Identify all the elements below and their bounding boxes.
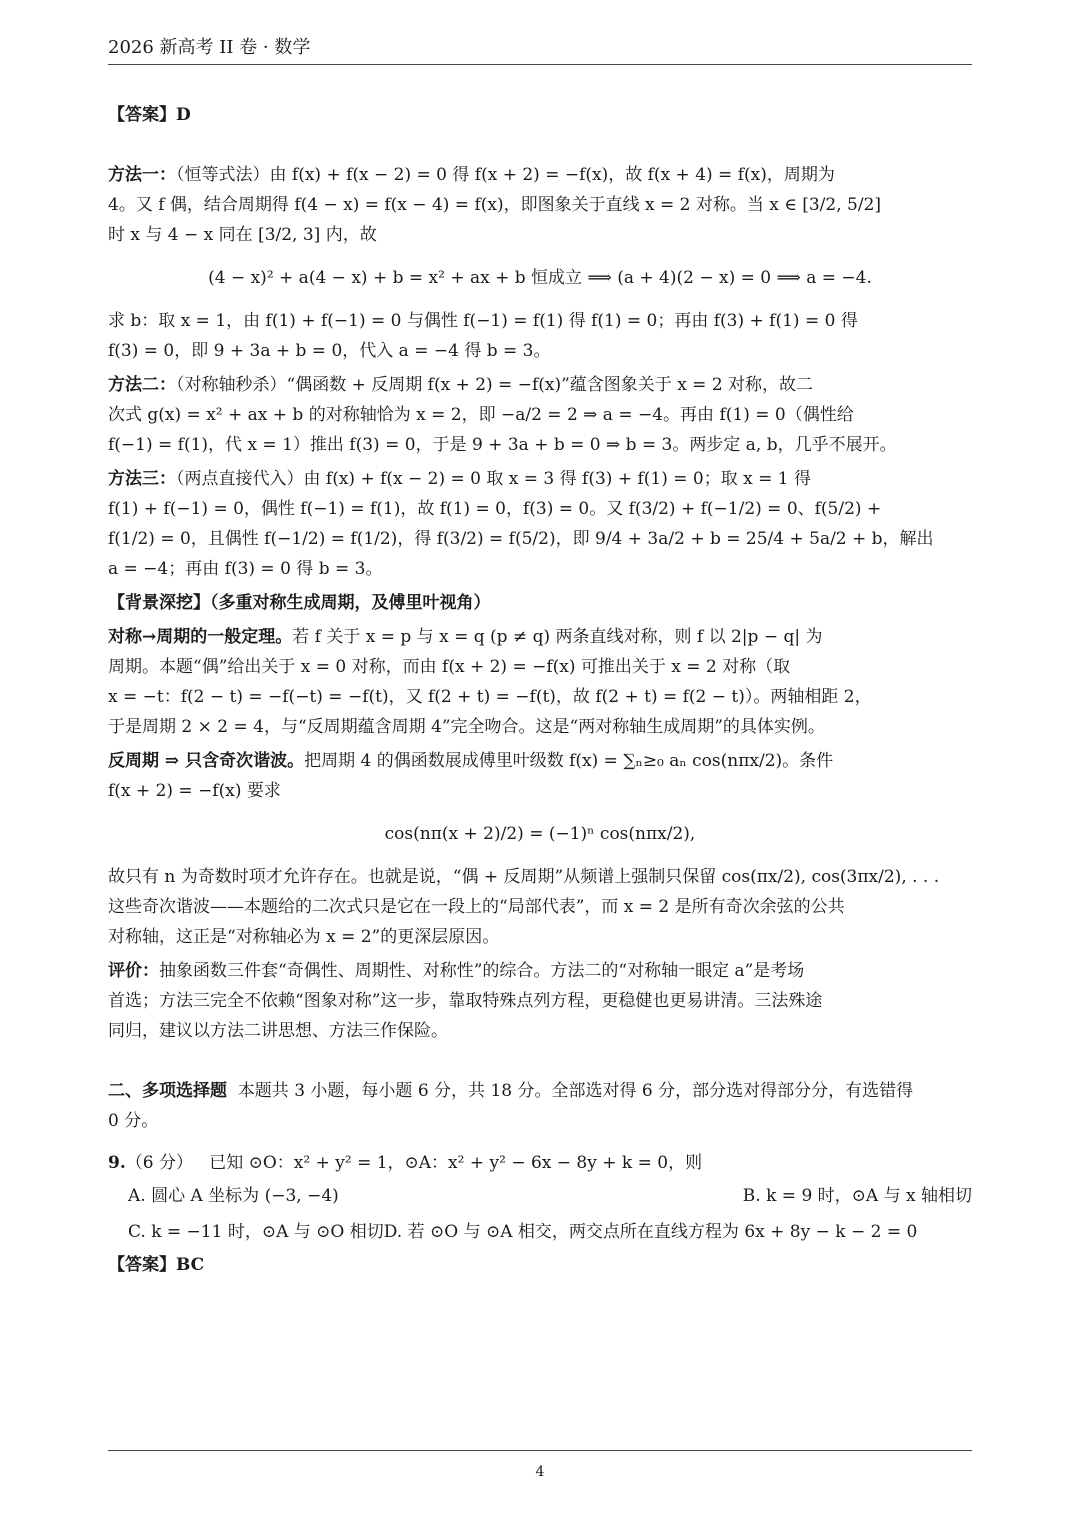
header-title: 2026 新高考 II 卷 · 数学 [108,37,311,58]
method-one-line-5: f(3) = 0，即 9 + 3a + b = 0，代入 a = −4 得 b = 3。 [108,341,551,361]
question-9-stem: 已知 ⊙O：x² + y² = 1，⊙A：x² + y² − 6x − 8y + k = 0，则 [209,1153,703,1173]
method-two-label: 方法二： [108,375,176,395]
method-three [108,464,972,584]
background-section [108,588,972,952]
harmonics-label: 反周期 ⇒ 只含奇次谐波。 [108,751,305,771]
section-two-desc-2: 0 分。 [108,1111,159,1131]
previous-answer: 【答案】D [108,105,191,125]
method-one-label: 方法一： [108,165,176,185]
question-9-points: （6 分） [125,1153,193,1173]
option-d: D. 若 ⊙O 与 ⊙A 相交，两交点所在直线方程为 6x + 8y − k − 2 = 0 [383,1222,918,1242]
option-a: A. 圆心 A 坐标为 (−3, −4) [128,1186,339,1206]
footer-rule [108,1450,972,1451]
question-9 [108,1148,972,1280]
method-three-line-1: （两点直接代入）由 f(x) + f(x − 2) = 0 取 x = 3 得 f(3) + f(1) = 0；取 x = 1 得 [176,469,811,489]
method-three-line-2: f(1) + f(−1) = 0，偶性 f(−1) = f(1)，故 f(1) = 0，f(3) = 0。又 f(3/2) + f(−1/2) = 0、f(5/2) + [108,499,882,519]
document-body [108,100,972,1280]
method-two-line-1: （对称轴秒杀）“偶函数 + 反周期 f(x + 2) = −f(x)”蕴含图象关于 x = 2 对称，故二 [176,375,814,395]
harmonics-line-2: f(x + 2) = −f(x) 要求 [108,781,281,801]
method-two [108,370,972,460]
section-two-header [108,1076,972,1136]
method-one-line-3: 时 x 与 4 − x 同在 [3/2, 3] 内，故 [108,225,377,245]
evaluation-line-1: 抽象函数三件套“奇偶性、周期性、对称性”的综合。方法二的“对称轴一眼定 a”是考场 [159,961,805,981]
page-number: 4 [535,1464,545,1480]
harmonics-line-5: 对称轴，这正是“对称轴必为 x = 2”的更深层原因。 [108,927,500,947]
section-two-label: 二、多项选择题 [108,1081,227,1101]
background-title: 【背景深挖】（多重对称生成周期，及傅里叶视角） [108,593,491,613]
page-header [108,36,972,65]
evaluation-line-2: 首选；方法三完全不依赖“图象对称”这一步，靠取特殊点列方程，更稳健也更易讲清。三法殊途 [108,991,823,1011]
section-two-desc-1: 本题共 3 小题，每小题 6 分，共 18 分。全部选对得 6 分，部分选对得部分分，有选错得 [237,1081,914,1101]
harmonics-line-1: 把周期 4 的偶函数展成傅里叶级数 f(x) = ∑ₙ≥₀ aₙ cos(nπx/2)。条件 [304,751,834,771]
method-one [108,160,972,366]
harmonics-line-3: 故只有 n 为奇数时项才允许存在。也就是说，“偶 + 反周期”从频谱上强制只保留 cos(πx/2), cos(3πx/2), . . . [108,867,940,887]
evaluation-line-3: 同归，建议以方法二讲思想、方法三作保险。 [108,1021,448,1041]
method-two-line-3: f(−1) = f(1)，代 x = 1）推出 f(3) = 0，于是 9 + 3a + b = 0 ⇒ b = 3。两步定 a, b，几乎不展开。 [108,435,897,455]
evaluation-label: 评价： [108,961,159,981]
method-one-line-4: 求 b：取 x = 1，由 f(1) + f(−1) = 0 与偶性 f(−1) = f(1) 得 f(1) = 0；再由 f(3) + f(1) = 0 得 [108,311,858,331]
method-three-label: 方法三： [108,469,176,489]
theorem-line-4: 于是周期 2 × 2 = 4，与“反周期蕴含周期 4”完全吻合。这是“两对称轴生成周期”的具体实例。 [108,717,825,737]
theorem-line-3: x = −t：f(2 − t) = −f(−t) = −f(t)，又 f(2 + t) = −f(t)，故 f(2 + t) = f(2 − t)）。两轴相距 2， [108,687,872,707]
theorem-line-2: 周期。本题“偶”给出关于 x = 0 对称，而由 f(x + 2) = −f(x) 可推出关于 x = 2 对称（取 [108,657,791,677]
option-b: B. k = 9 时，⊙A 与 x 轴相切 [742,1186,972,1206]
method-one-line-1: （恒等式法）由 f(x) + f(x − 2) = 0 得 f(x + 2) = −f(x)，故 f(x + 4) = f(x)，周期为 [176,165,835,185]
theorem-line-1: 若 f 关于 x = p 与 x = q (p ≠ q) 两条直线对称，则 f 以 2|p − q| 为 [292,627,823,647]
method-one-line-2: 4。又 f 偶，结合周期得 f(4 − x) = f(x − 4) = f(x)，即图象关于直线 x = 2 对称。当 x ∈ [3/2, 5/2] [108,195,882,215]
evaluation [108,956,972,1046]
harmonics-equation: cos(nπ(x + 2)/2) = (−1)ⁿ cos(nπx/2), [384,824,696,844]
option-c: C. k = −11 时，⊙A 与 ⊙O 相切 [128,1222,384,1242]
harmonics-line-4: 这些奇次谐波——本题给的二次式只是它在一段上的“局部代表”，而 x = 2 是所有奇次余弦的公共 [108,897,845,917]
method-three-line-4: a = −4；再由 f(3) = 0 得 b = 3。 [108,559,383,579]
theorem-label: 对称→周期的一般定理。 [108,627,293,647]
method-three-line-3: f(1/2) = 0，且偶性 f(−1/2) = f(1/2)，得 f(3/2) = f(5/2)，即 9/4 + 3a/2 + b = 25/4 + 5a/2 + b，解出 [108,529,934,549]
method-one-equation: (4 − x)² + a(4 − x) + b = x² + ax + b 恒成立 ⟹ (a + 4)(2 − x) = 0 ⟹ a = −4. [208,268,872,288]
question-9-answer: 【答案】BC [108,1255,205,1275]
method-two-line-2: 次式 g(x) = x² + ax + b 的对称轴恰为 x = 2，即 −a/2 = 2 ⇒ a = −4。再由 f(1) = 0（偶性给 [108,405,854,425]
question-9-number: 9. [108,1153,126,1173]
